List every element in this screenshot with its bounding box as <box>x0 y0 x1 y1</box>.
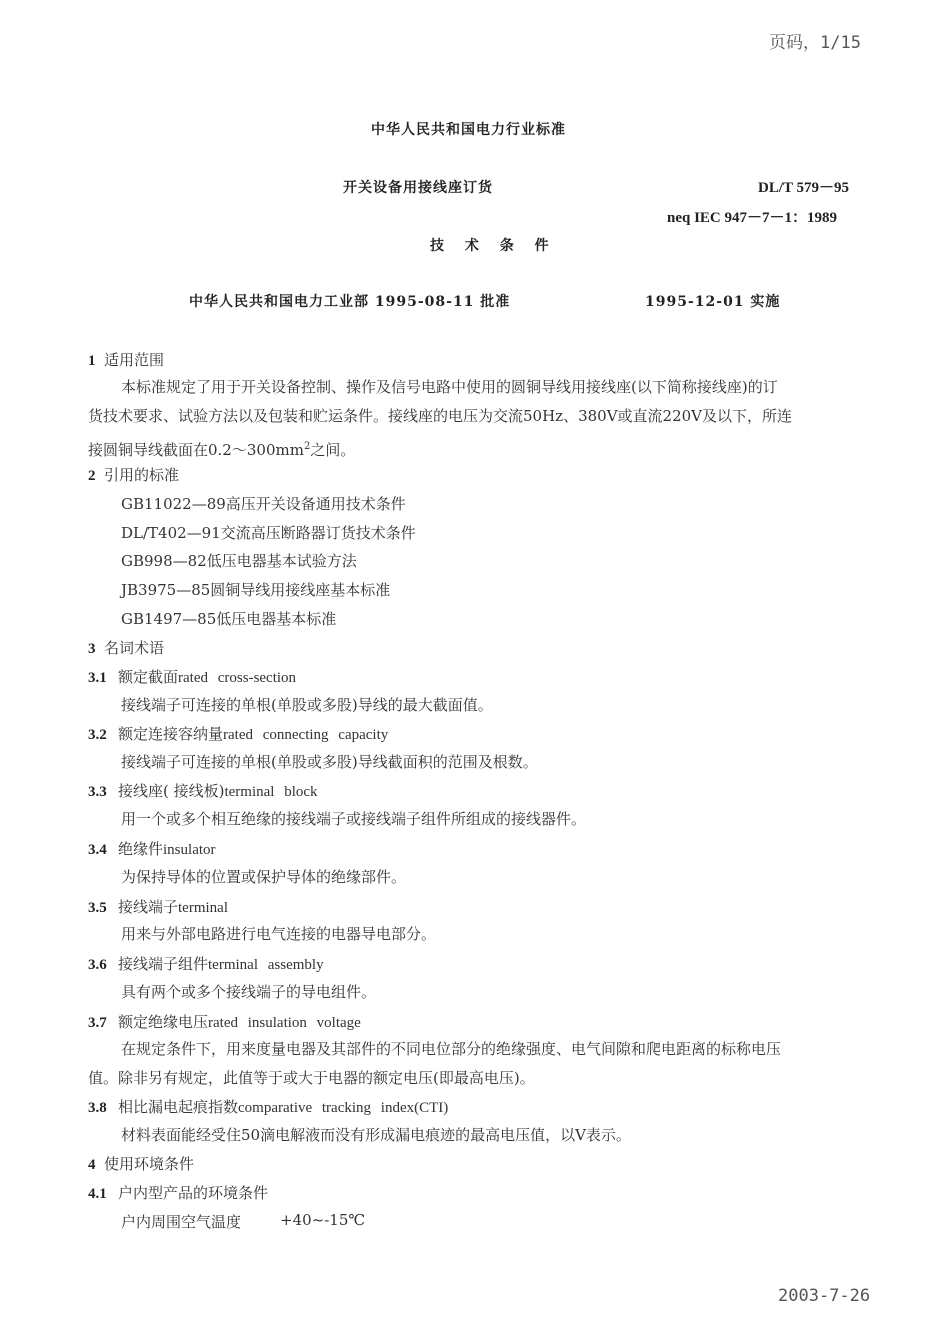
term-definition: 材料表面能经受住50滴电解液而没有形成漏电痕迹的最高电压值，以V表示。 <box>121 1126 631 1144</box>
term-number: 3.3 <box>88 784 107 800</box>
term-number: 3.2 <box>88 727 107 743</box>
implementation-line: 1995-12-01 实施 <box>645 294 781 310</box>
term-definition: 接线端子可连接的单根(单股或多股)导线的最大截面值。 <box>121 696 493 714</box>
section-number: 4 <box>88 1157 96 1173</box>
term-en: terminal <box>178 900 228 916</box>
term-en: rated cross-section <box>178 670 297 686</box>
section-title: 使用环境条件 <box>104 1155 195 1173</box>
section-3-heading <box>88 637 164 658</box>
equivalent-standard: neq IEC 947－7－1：1989 <box>667 210 838 226</box>
term-en: terminal block <box>224 784 318 800</box>
section-title: 名词术语 <box>104 639 165 657</box>
term-definition: 用一个或多个相互绝缘的接线端子或接线端子组件所组成的接线器件。 <box>121 810 587 828</box>
term-3-3 <box>88 780 318 801</box>
section-number: 2 <box>88 468 96 484</box>
term-3-1 <box>88 666 296 687</box>
term-cn: 额定连接容纳量 <box>118 725 224 743</box>
term-3-5 <box>88 896 228 917</box>
term-number: 3.5 <box>88 900 107 916</box>
section-title: 引用的标准 <box>104 466 180 484</box>
reference-item: GB1497—85低压电器基本标准 <box>121 610 337 628</box>
section-title: 适用范围 <box>104 351 165 369</box>
temperature-label: 户内周围空气温度 <box>121 1213 242 1231</box>
reference-item: GB998—82低压电器基本试验方法 <box>121 552 357 570</box>
term-definition-continued: 值。除非另有规定，此值等于或大于电器的额定电压(即最高电压)。 <box>88 1069 535 1087</box>
term-en: rated insulation voltage <box>208 1015 361 1031</box>
term-number: 3.8 <box>88 1100 107 1116</box>
superscript: 2 <box>303 441 311 452</box>
text-span: 接圆铜导线截面在0.2～300mm <box>88 441 304 459</box>
standard-code: DL/T 579－95 <box>758 180 849 196</box>
term-number: 3.4 <box>88 842 107 858</box>
term-definition: 用来与外部电路进行电气连接的电器导电部分。 <box>121 925 437 943</box>
term-en: insulator <box>163 842 216 858</box>
standard-subtitle: 技 术 条 件 <box>430 238 557 254</box>
org-title: 中华人民共和国电力行业标准 <box>371 122 566 138</box>
page-number: 页码，1/15 <box>769 33 861 53</box>
term-number: 3.7 <box>88 1015 107 1031</box>
term-number: 3.6 <box>88 957 107 973</box>
subsection-number: 4.1 <box>88 1186 107 1202</box>
term-3-7 <box>88 1011 361 1032</box>
term-cn: 绝缘件 <box>118 840 164 858</box>
section-1-para-line-2: 货技术要求、试验方法以及包装和贮运条件。接线座的电压为交流50Hz、380V或直流220V及以下，所连 <box>88 407 793 425</box>
reference-item: GB11022—89高压开关设备通用技术条件 <box>121 495 406 513</box>
footer-date: 2003-7-26 <box>778 1286 871 1306</box>
term-definition: 为保持导体的位置或保护导体的绝缘部件。 <box>121 868 407 886</box>
term-number: 3.1 <box>88 670 107 686</box>
text-span: 之间。 <box>310 441 356 459</box>
section-number: 1 <box>88 353 96 369</box>
subsection-title: 户内型产品的环境条件 <box>118 1184 269 1202</box>
term-cn: 接线端子组件 <box>118 955 209 973</box>
approval-line: 中华人民共和国电力工业部 1995-08-11 批准 <box>189 294 511 310</box>
term-en: terminal assembly <box>208 957 324 973</box>
section-4-heading <box>88 1153 194 1174</box>
term-cn: 接线端子 <box>118 898 179 916</box>
section-1-para-line-3 <box>88 432 355 465</box>
term-cn: 额定截面 <box>118 668 179 686</box>
term-3-2 <box>88 723 388 744</box>
term-definition: 具有两个或多个接线端子的导电组件。 <box>121 983 377 1001</box>
section-2-heading <box>88 464 179 485</box>
term-cn: 接线座( 接线板) <box>118 782 225 800</box>
section-1-heading <box>88 349 164 370</box>
term-3-4 <box>88 838 216 859</box>
section-1-para-line-1: 本标准规定了用于开关设备控制、操作及信号电路中使用的圆铜导线用接线座(以下简称接线座)的订 <box>121 378 778 396</box>
term-en: comparative tracking index(CTI) <box>238 1100 449 1116</box>
term-definition: 在规定条件下，用来度量电器及其部件的不同电位部分的绝缘强度、电气间隙和爬电距离的标称电压 <box>121 1040 782 1058</box>
standard-name: 开关设备用接线座订货 <box>343 180 493 196</box>
term-en: rated connecting capacity <box>223 727 389 743</box>
section-number: 3 <box>88 641 96 657</box>
temperature-value: +40~-15℃ <box>280 1211 366 1229</box>
reference-item: DL/T402—91交流高压断路器订货技术条件 <box>121 524 416 542</box>
reference-item: JB3975—85圆铜导线用接线座基本标准 <box>121 581 391 599</box>
term-3-8 <box>88 1096 448 1117</box>
term-cn: 相比漏电起痕指数 <box>118 1098 239 1116</box>
term-definition: 接线端子可连接的单根(单股或多股)导线截面积的范围及根数。 <box>121 753 538 771</box>
subsection-4-1 <box>88 1182 268 1203</box>
term-cn: 额定绝缘电压 <box>118 1013 209 1031</box>
term-3-6 <box>88 953 324 974</box>
